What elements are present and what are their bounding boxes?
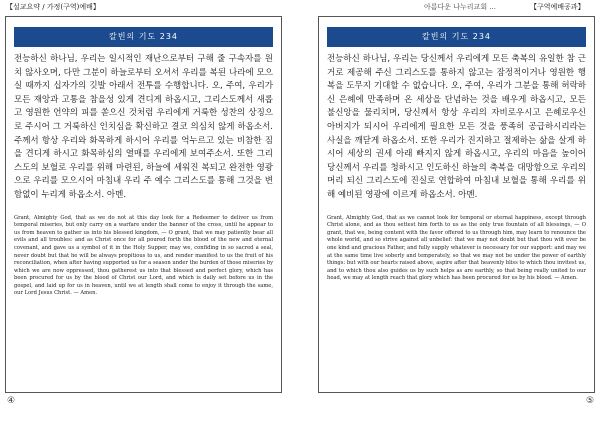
right-english-prayer: Grant, Almighty God, that as we cannot look for temporal or eternal happiness, except through Christ alone, and as thou settest him forth to us as the only true fountain of all blessings, — O grant, that we, being content with the favor offered to us through him, may learn to renounce the whole world, and so strive against all unbelief: that we may not doubt but that thou wilt ever be one kind and gracious Father, and fully supply whatever is necessary for our support: and may we at the same time live soberly and temperately, so that we may not be under the power of earthly things: but with our hearts raised above, aspire after that heavenly bliss to which thou invitest us, and to which thou also guides us by such helps as are earthly, so that being really united to our head, we may at length reach that glory which has been procured for us by his blood. — Amen. [327,214,586,282]
header-site-name: 아름다운 나누리교회 ... [424,3,496,11]
left-page [5,16,282,393]
right-prayer-title: 칼빈의 기도 234 [327,27,586,47]
right-page [318,16,595,393]
right-page-number: ⑤ [586,396,595,406]
header-right-tag: 【구역예배공과】 [530,3,585,11]
left-english-prayer: Grant, Almighty God, that as we do not at this day look for a Redeemer to deliver us from temporal miseries, but only carry on a warfare under the banner of the cross, until he appear to us from heaven to gather us into his blessed kingdom, — O grant, that we may patiently bear all evils and all troubles: and as Christ once for all poured forth the blood of the new and eternal covenant, and gave us a symbol of it in the Holy Supper, may we, confiding in so sacred a seal, never doubt but that he will be always propitious to us, and render manifest to us the fruit of his reconciliation, when after having supported us for a season under the burden of those miseries by which we are now oppressed, thou gatherest us into that blessed and perfect glory, which has been procured for us by the blood of Christ our Lord, and which is daily set before us in the gospel, and laid up for us in heaven, until we at length shall come to enjoy it through the same, our Lord Jesus Christ. — Amen. [14,214,273,297]
left-prayer-title: 칼빈의 기도 234 [14,27,273,47]
header-left-title: 【설교요약 / 가정(구역)예배】 [6,3,100,11]
left-korean-prayer: 전능하신 하나님, 우리는 일시적인 재난으로부터 구해 줄 구속자를 원치 않사오며, 다만 그분이 하늘로부터 오셔서 우리를 복된 나라에 모으실 때까지 십자가의 깃발 아래서 전투를 수행합니다. 오, 주여, 우리가 모든 재앙과 고통을 참을성 있게 견디게 하옵시고, 그리스도께서 새롭고 영원한 언약의 피를 쏟으신 것처럼 우리에게 거룩한 성찬의 상징으로 주시어 그 거룩하신 인치심을 확신하고 결코 의심치 않게 하옵소서. 주께서 항상 우리와 화목하게 하시어 우리를 억누르고 있는 비참한 짐을 견디게 하시고 화목하심의 열매를 우리에게 보여주소서. 또한 그리스도의 보혈로 우리를 위해 마련된, 하늘에 세워진 복되고 완전한 영광으로 우리를 모으시어 마침내 우리 주 예수 그리스도를 통해 그것을 변함없이 누리게 하옵소서. 아멘. [14,54,273,200]
right-korean-prayer: 전능하신 하나님, 우리는 당신께서 우리에게 모든 축복의 유일한 참 근거로 제공해 주신 그리스도를 통하지 않고는 잠정적이거나 영원한 행복을 도무지 기대할 수 없습니다. 오, 주여, 우리가 그분을 통해 허락하신 은혜에 만족하며 온 세상을 단념하는 것을 배우게 하옵시고, 모든 불신앙을 물리치며, 당신께서 항상 우리의 자비로우시고 은혜로우신 아버지가 되시어 우리에게 필요한 모든 것을 풍족히 공급하시리라는 사실을 깨닫게 하옵소서. 또한 우리가 진지하고 절제하는 삶을 살게 하시어 세상의 권세 아래 빠지지 않게 하옵시고, 우리의 마음을 높이어 당신께서 우리를 청하시고 인도하신 하늘의 축복을 대망함으로 우리의 머리 되신 그리스도에 진실로 연합하여 마침내 보혈을 통해 우리를 위해 예비된 영광에 이르게 하옵소서. 아멘. [327,54,586,200]
left-page-number: ④ [7,396,16,406]
